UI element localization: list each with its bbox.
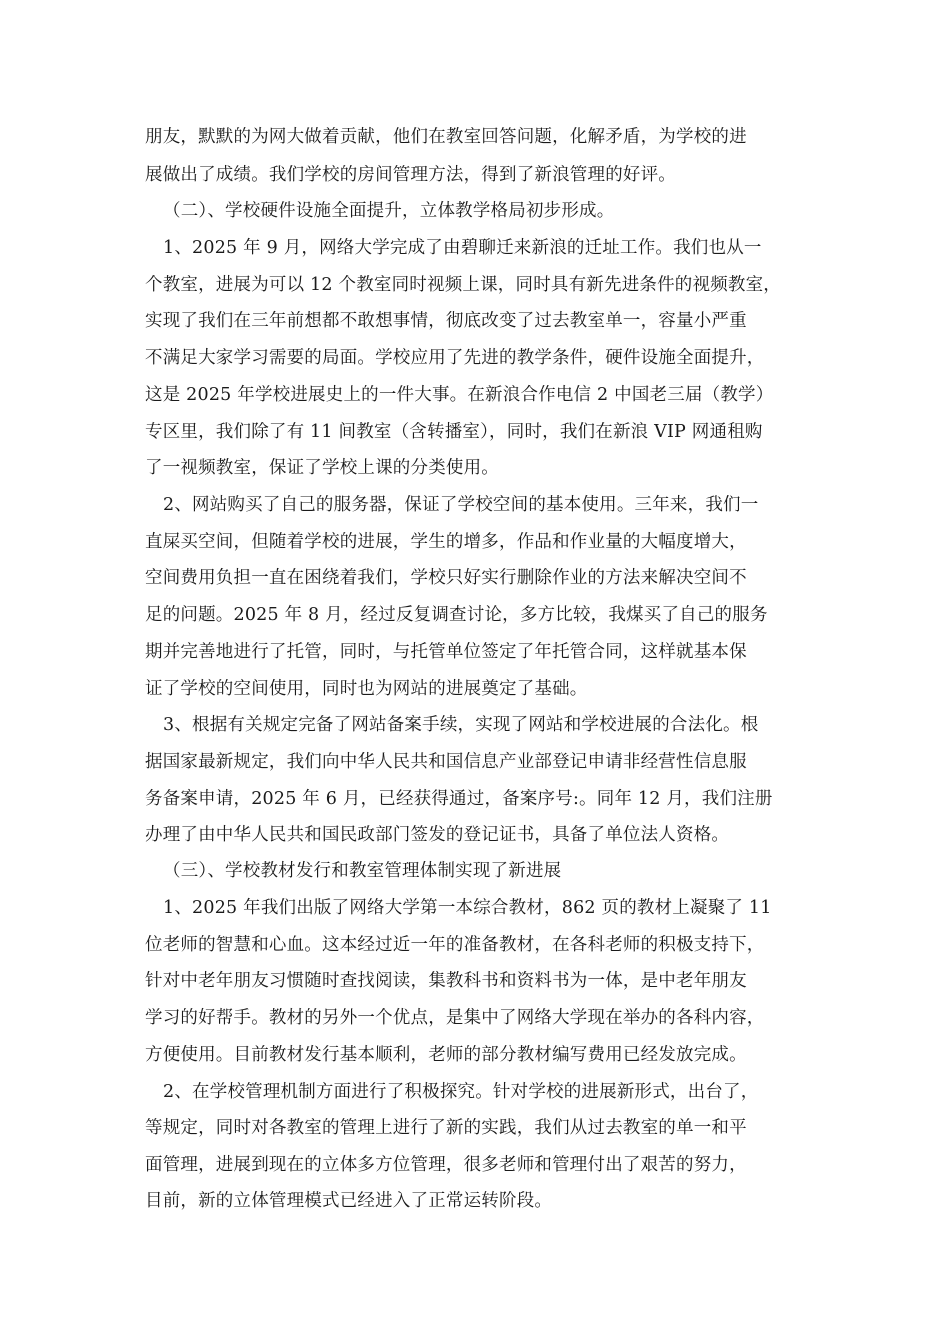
paragraph-line-7: 不满足大家学习需要的局面。学校应用了先进的教学条件，硬件设施全面提升， [145,348,765,368]
paragraph-line-23: 位老师的智慧和心血。这本经过近一年的准备教材，在各科老师的积极支持下， [145,935,765,955]
paragraph-line-24: 针对中老年朋友习惯随时查找阅读，集教科书和资料书为一体，是中老年朋友 [145,971,747,991]
paragraph-line-29: 面管理，进展到现在的立体多方位管理，很多老师和管理付出了艰苦的努力， [145,1155,747,1175]
paragraph-line-26: 方便使用。目前教材发行基本顺利，老师的部分教材编写费用已经发放完成。 [145,1045,747,1065]
paragraph-line-19: 务备案申请，2025 年 6 月，已经获得通过，备案序号:。同年 12 月，我们注册 [145,789,773,809]
paragraph-line-2: 展做出了成绩。我们学校的房间管理方法，得到了新浪管理的好评。 [145,165,676,185]
paragraph-line-9: 专区里，我们除了有 11 间教室（含转播室），同时，我们在新浪 VIP 网通租购 [145,422,763,442]
paragraph-line-8: 这是 2025 年学校进展史上的一件大事。在新浪合作电信 2 中国老三届（教学） [145,385,774,405]
paragraph-line-22: 1、2025 年我们出版了网络大学第一本综合教材，862 页的教材上凝聚了 11 [163,898,772,918]
paragraph-line-13: 空间费用负担一直在困绕着我们，学校只好实行删除作业的方法来解决空间不 [145,568,747,588]
paragraph-line-17: 3、根据有关规定完备了网站备案手续，实现了网站和学校进展的合法化。根 [163,715,759,735]
paragraph-line-28: 等规定，同时对各教室的管理上进行了新的实践，我们从过去教室的单一和平 [145,1118,747,1138]
paragraph-line-10: 了一视频教室，保证了学校上课的分类使用。 [145,458,499,478]
paragraph-line-25: 学习的好帮手。教材的另外一个优点，是集中了网络大学现在举办的各科内容， [145,1008,765,1028]
paragraph-line-16: 证了学校的空间使用，同时也为网站的进展奠定了基础。 [145,679,588,699]
section-heading-3: （三）、学校教材发行和教室管理体制实现了新进展 [163,861,562,881]
paragraph-line-20: 办理了由中华人民共和国民政部门签发的登记证书，具备了单位法人资格。 [145,825,730,845]
paragraph-line-12: 直屎买空间，但随着学校的进展，学生的增多，作品和作业量的大幅度增大， [145,532,747,552]
paragraph-line-15: 期并完善地进行了托管，同时，与托管单位签定了年托管合同，这样就基本保 [145,642,747,662]
paragraph-line-1: 朋友，默默的为网大做着贡献，他们在教室回答问题，化解矛盾，为学校的进 [145,127,747,147]
paragraph-line-18: 据国家最新规定，我们向中华人民共和国信息产业部登记申请非经营性信息服 [145,752,747,772]
paragraph-line-27: 2、在学校管理机制方面进行了积极探究。针对学校的进展新形式，出台了， [163,1082,759,1102]
paragraph-line-6: 实现了我们在三年前想都不敢想事情，彻底改变了过去教室单一，容量小严重 [145,311,747,331]
paragraph-line-5: 个教室，进展为可以 12 个教室同时视频上课，同时具有新先进条件的视频教室， [145,275,781,295]
paragraph-line-4: 1、2025 年 9 月，网络大学完成了由碧聊迁来新浪的迁址工作。我们也从一 [163,238,762,258]
section-heading-2: （二）、学校硬件设施全面提升，立体教学格局初步形成。 [163,201,615,221]
paragraph-line-11: 2、网站购买了自己的服务器，保证了学校空间的基本使用。三年来，我们一 [163,495,759,515]
paragraph-line-30: 目前，新的立体管理模式已经进入了正常运转阶段。 [145,1191,553,1211]
paragraph-line-14: 足的问题。2025 年 8 月，经过反复调查讨论，多方比较，我煤买了自己的服务 [145,605,768,625]
